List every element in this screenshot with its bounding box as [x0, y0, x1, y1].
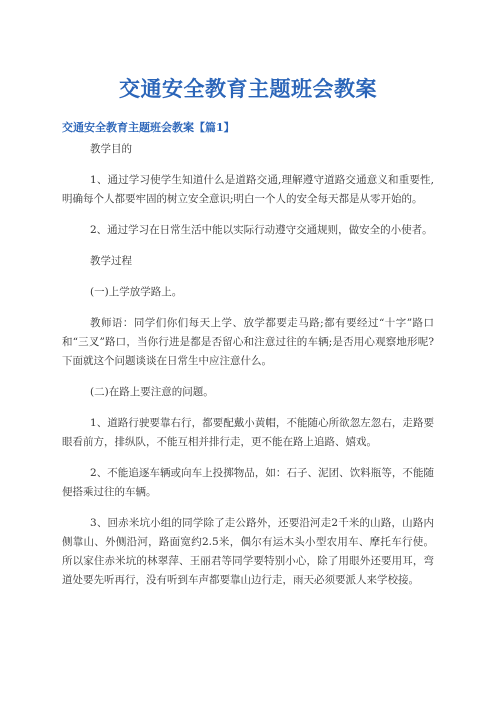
paragraph-goal-2: 2、通过学习在日常生活中能以实际行动遵守交通规则，做安全的小使者。	[90, 224, 433, 236]
paragraph-teaching-process-heading: 教学过程	[90, 255, 132, 267]
paragraph-rule-3: 3、回赤米坑小组的同学除了走公路外，还要沿河走2千米的山路，山路内侧靠山、外侧沿河，路面宽约2.5米，偶尔有运木头小型农用车、摩托车行使。所以家住赤米坑的林翠萍、王丽君等同学要特别小心，除了用眼外还要用耳，弯道处要先听再行，没有听到车声都要靠山边行走，雨天必须要派人来学校接。	[62, 517, 434, 586]
paragraph-part-1-heading: (一)上学放学路上。	[90, 286, 183, 298]
paragraph-part-2-heading: (二)在路上要注意的问题。	[90, 386, 214, 398]
section-heading: 交通安全教育主题班会教案【篇1】	[62, 121, 235, 134]
document-body	[62, 140, 434, 602]
paragraph-rule-2: 2、不能追逐车辆或向车上投掷物品，如：石子、泥团、饮料瓶等，不能随便搭乘过往的车辆。	[62, 467, 434, 498]
paragraph-goal-1: 1、通过学习使学生知道什么是道路交通,理解遵守道路交通意义和重要性,明确每个人都要牢固的树立安全意识;明白一个人的安全每天都是从零开始的。	[62, 174, 434, 205]
paragraph-rule-1: 1、道路行驶要靠右行，都要配戴小黄帽，不能随心所欲忽左忽右，走路要眼看前方，排纵队，不能互相并排行走，更不能在路上追路、嬉戏。	[62, 417, 434, 448]
paragraph-teaching-goal-heading: 教学目的	[90, 143, 132, 155]
document-title: 交通安全教育主题班会教案	[119, 76, 377, 101]
paragraph-teacher-intro: 教师语：同学们你们每天上学、放学都要走马路;都有要经过“十字”路口和“三叉”路口，当你行进是都是否留心和注意过往的车辆;是否用心观察地形呢?下面就这个问题谈谈在日常生中应注意什么。	[62, 317, 434, 367]
